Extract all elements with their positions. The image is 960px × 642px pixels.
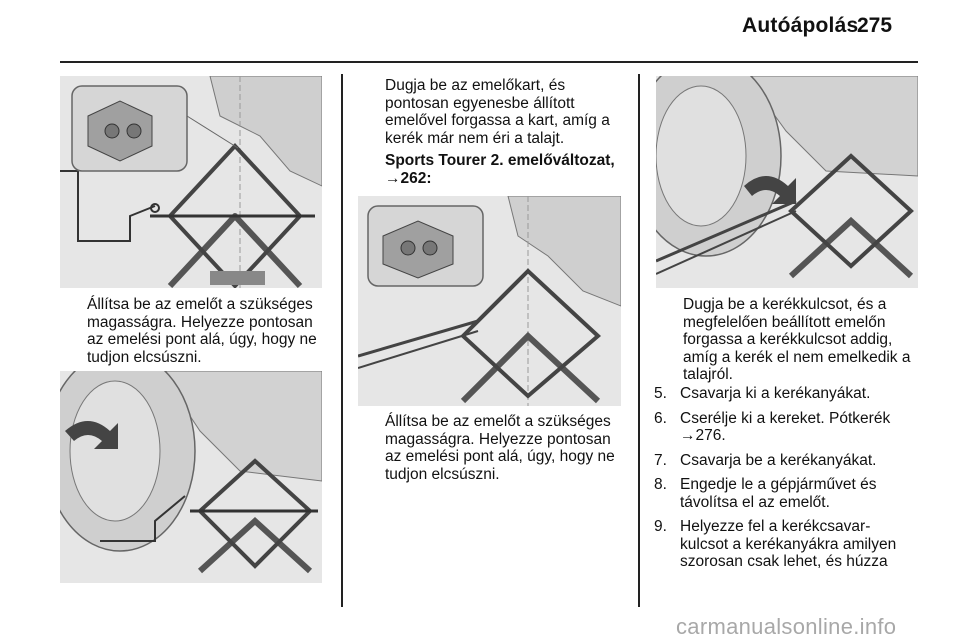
list-item: 5. Csavarja ki a kerékanyákat. (654, 385, 871, 402)
crossref-arrow-icon (680, 427, 696, 444)
col2-heading-ref[interactable]: 262: (400, 169, 432, 187)
col1-para1: Állítsa be az emelőt a szükséges magasságra. Helyezze pontosan az emelési pont alá, úgy, hogy ne tudjon elcsúszni. (87, 296, 317, 366)
page-header-title: Autóápolás (742, 14, 859, 37)
step-6-ref[interactable]: 276. (695, 427, 726, 444)
list-item: 7. Csavarja be a kerékanyákat. (654, 451, 877, 469)
col2-para1: Dugja be az emelőkart, és pontosan egyenesbe állított emelővel forgassa a kart, amíg a kerék már nem éri a talajt. (385, 77, 610, 147)
watermark: carmanualsonline.info (676, 614, 897, 639)
jack-illustration-3 (358, 196, 621, 406)
jack-illustration-2 (60, 371, 322, 583)
list-item: 6. Cserélje ki a kereket. Pótkerék → 276. (654, 410, 924, 445)
header-rule (60, 61, 918, 63)
column-divider-2 (638, 74, 640, 607)
col3-para1: Dugja be a kerékkulcsot, és a megfelelően beállított emelőn forgassa a kerékkulcsot addig, amíg a kerék el nem emelkedik a talajról. (683, 296, 911, 383)
col2-para2: Állítsa be az emelőt a szükséges magasságra. Helyezze pontosan az emelési pont alá, úgy, hogy ne tudjon elcsúszni. (385, 413, 615, 483)
col2-heading: Sports Tourer 2. emelőváltozat, → 262: (385, 152, 635, 187)
procedure-steps (654, 385, 924, 578)
column-divider-1 (341, 74, 343, 607)
list-item: 8. Engedje le a gépjárművet és távolítsa el az emelőt. (654, 476, 877, 511)
crossref-arrow-icon (385, 170, 401, 187)
jack-illustration-4 (656, 76, 918, 288)
page-number: 275 (857, 14, 893, 37)
jack-illustration-1 (60, 76, 322, 288)
list-item: 9. Helyezze fel a kerékcsavar- kulcsot a kerékanyákra amilyen szorosan csak lehet, és húzza (654, 518, 897, 570)
